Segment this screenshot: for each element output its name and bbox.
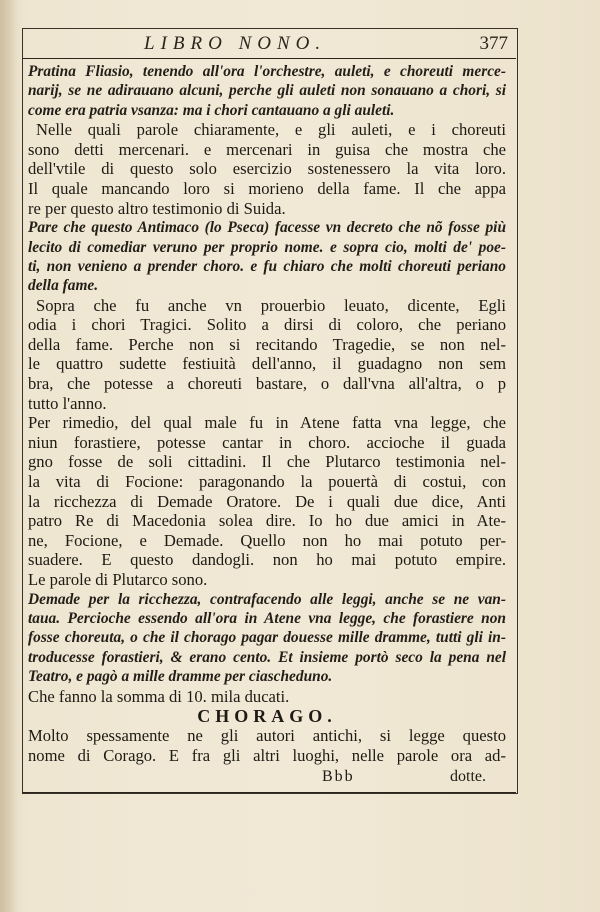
- text-line: Nelle quali parole chiaramente, e gli auleti, e i choreuti: [36, 120, 506, 140]
- text-line: Per rimedio, del qual male fu in Atene fatta vna legge, che: [28, 413, 506, 433]
- signature-mark: Bbb: [322, 768, 355, 785]
- quotation-line: fosse choreuta, o che il chorago pagar douesse mille dramme, tutti gli in-: [28, 629, 506, 647]
- quotation-line: della fame.: [28, 277, 99, 295]
- text-line: la vita di Focione: paragonando la pouertà di costui, con: [28, 472, 506, 492]
- text-line: odia i chori Tragici. Solito a dirsi di coloro, che periano: [28, 315, 506, 335]
- quotation-line: come era patria vsanza: ma i chori cantauano a gli auleti.: [28, 101, 395, 119]
- text-line: Molto spessamente ne gli autori antichi, si legge questo: [28, 726, 506, 746]
- text-line: dell'vtile di questo solo esercizio sostenessero la vita loro.: [28, 159, 506, 179]
- quotation-line: taua. Percioche essendo all'ora in Atene vna legge, che forastiere non: [28, 610, 506, 627]
- header-rule: [22, 58, 516, 59]
- text-line: re per questo altro testimonio di Suida.: [28, 198, 286, 218]
- quotation-line: narij, se ne adirauano alcuni, perche gli auleti non sonauano a chori, si: [28, 82, 506, 100]
- footer-rule: [22, 792, 516, 793]
- catchword: dotte.: [450, 768, 486, 785]
- page-footer: [22, 766, 516, 792]
- text-line: della fame. Perche non si recitando Tragedie, se non nel-: [28, 334, 506, 354]
- quotation-line: Pratina Fliasio, tenendo all'ora l'orchestre, auleti, e choreuti merce-: [28, 63, 506, 80]
- text-line: la ricchezza di Demade Oratore. De i quali due dice, Anti: [28, 491, 506, 511]
- text-line: Il quale mancando loro si morieno della fame. Il che appa: [28, 178, 506, 198]
- quotation-line: lecito di comediar veruno per proprio nome. e sopra cio, molti de' poe-: [28, 238, 506, 256]
- section-heading: CHORAGO.: [197, 706, 337, 727]
- page-edge-shadow: [0, 0, 18, 912]
- text-line: ne, Focione, e Demade. Quello non ho mai potuto per-: [28, 530, 506, 550]
- text-line: Le parole di Plutarco sono.: [28, 570, 208, 590]
- quotation-line: Demade per la ricchezza, contrafacendo alle leggi, anche se ne van-: [28, 590, 506, 608]
- quotation-line: Teatro, e pagò a mille dramme per ciascheduno.: [28, 668, 333, 686]
- quotation-line: Pare che questo Antimaco (lo Pseca) facesse vn decreto che nõ fosse più: [28, 219, 506, 237]
- quotation-line: troducesse forastieri, & erano cento. Et insieme portò seco la pena nel: [28, 648, 506, 666]
- text-line: Che fanno la somma di 10. mila ducati.: [28, 686, 290, 706]
- text-line: nome di Corago. E fra gli altri luoghi, nelle parole ora ad-: [28, 745, 506, 765]
- text-line: bra, che potesse a choreuti bastare, o dall'vna all'altra, o p: [28, 374, 506, 394]
- text-line: tutto l'anno.: [28, 393, 107, 413]
- text-line: sono detti mercenari. e mercenari in guisa che mostra che: [28, 139, 506, 159]
- page-number: 377: [479, 33, 508, 54]
- page-header: [22, 30, 516, 58]
- quotation-line: ti, non venieno a prender choro. e fu chiaro che molti choreuti periano: [28, 257, 506, 275]
- body-text: [28, 62, 506, 765]
- text-line: patro Re di Macedonia solea dire. Io ho due amici in Ate-: [28, 511, 506, 531]
- running-title: LIBRO NONO.: [144, 33, 327, 54]
- text-line: gno fosse de soli cittadini. Il che Plutarco testimonia nel-: [28, 452, 506, 472]
- text-line: niun forastiere, potesse cantar in choro. accioche il guada: [28, 432, 506, 452]
- text-line: Sopra che fu anche vn prouerbio leuato, dicente, Egli: [36, 295, 506, 315]
- text-line: le quattro sudette festiuità dell'anno, il guadagno non sem: [28, 354, 506, 374]
- text-line: suadere. E questo dandogli. non ho mai potuto empire.: [28, 550, 506, 570]
